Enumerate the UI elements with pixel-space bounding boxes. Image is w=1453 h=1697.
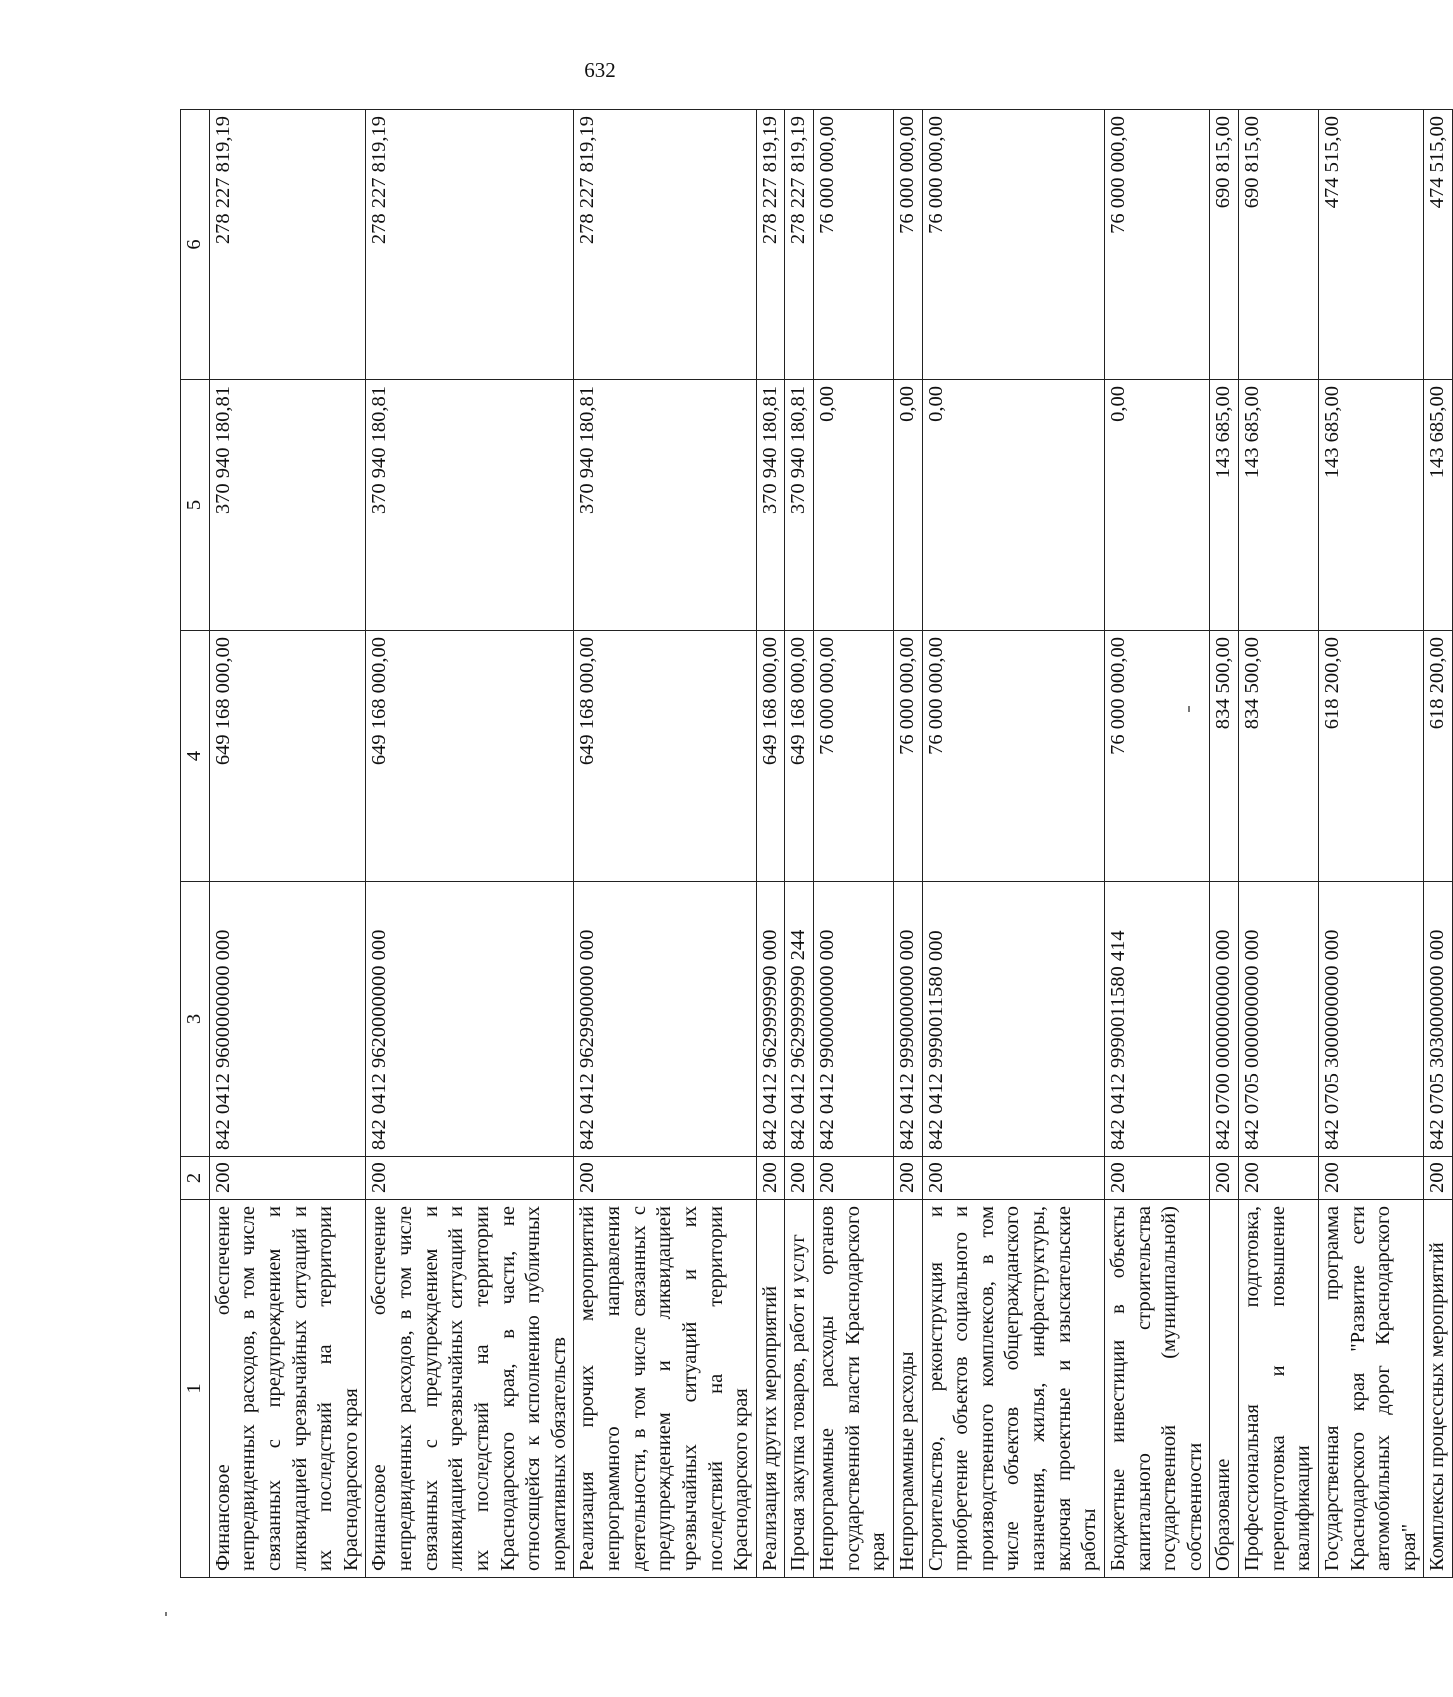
row-col5-value: 143 685,00 [1424,380,1453,631]
row-col4-value: 649 168 000,00 [366,631,574,882]
table-row [1210,110,1239,1578]
row-code: 200 [1104,1157,1210,1200]
row-col6-value: 690 815,00 [1210,110,1239,380]
row-classification: 842 0700 0000000000 000 [1210,882,1239,1157]
row-name: Комплексы процессных мероприятий [1424,1200,1453,1578]
row-classification: 842 0412 9990000000 000 [893,882,922,1157]
row-col5-value: 143 685,00 [1239,380,1319,631]
row-code: 200 [366,1157,574,1200]
row-classification: 842 0412 9600000000 000 [209,882,366,1157]
table-row [1239,110,1319,1578]
row-col6-value: 278 227 819,19 [209,110,366,380]
row-code: 200 [1210,1157,1239,1200]
scan-speck [165,1612,167,1616]
table-row [922,110,1104,1578]
row-classification: 842 0412 9990011580 000 [922,882,1104,1157]
row-col6-value: 278 227 819,19 [785,110,814,380]
row-col6-value: 76 000 000,00 [922,110,1104,380]
table-row [785,110,814,1578]
header-col-2: 2 [181,1157,210,1200]
row-col6-value: 278 227 819,19 [756,110,785,380]
row-name: Государственная программа Краснодарского края "Развитие сети автомобильных дорог Краснодарского края" [1318,1200,1424,1578]
table-row [366,110,574,1578]
header-col-6: 6 [181,110,210,380]
row-col5-value: 0,00 [1104,380,1210,631]
row-name: Прочая закупка товаров, работ и услуг [785,1200,814,1578]
row-col5-value: 370 940 180,81 [366,380,574,631]
row-col5-value: 370 940 180,81 [785,380,814,631]
row-classification: 842 0412 9900000000 000 [814,882,894,1157]
row-col5-value: 370 940 180,81 [574,380,756,631]
table-row [756,110,785,1578]
row-col6-value: 76 000 000,00 [1104,110,1210,380]
row-col4-value: 649 168 000,00 [209,631,366,882]
row-classification: 842 0705 0000000000 000 [1239,882,1319,1157]
page-number: 632 [584,58,616,82]
row-code: 200 [1239,1157,1319,1200]
scan-speck [1188,706,1190,712]
row-col6-value: 278 227 819,19 [574,110,756,380]
row-code: 200 [1424,1157,1453,1200]
row-code: 200 [1318,1157,1424,1200]
table-row [893,110,922,1578]
row-name: Образование [1210,1200,1239,1578]
row-name: Реализация других мероприятий [756,1200,785,1578]
row-col6-value: 76 000 000,00 [893,110,922,380]
rotated-table-container [180,110,1449,1578]
row-classification: 842 0412 9990011580 414 [1104,882,1210,1157]
row-classification: 842 0705 3000000000 000 [1318,882,1424,1157]
header-col-4: 4 [181,631,210,882]
row-col5-value: 370 940 180,81 [209,380,366,631]
row-code: 200 [756,1157,785,1200]
row-col6-value: 474 515,00 [1318,110,1424,380]
row-name: Финансовое обеспечение непредвиденных расходов, в том числе связанных с предупреждением и ликвидацией чрезвычайных ситуаций и их последствий на территории Краснодарского края, в части, не относящейся к исполнению публичных нормативных обязательств [366,1200,574,1578]
row-name: Непрограммные расходы органов государственной власти Краснодарского края [814,1200,894,1578]
budget-table [180,109,1453,1578]
row-name: Реализация прочих мероприятий непрограммного направления деятельности, в том числе связанных с предупреждением и ликвидацией чрезвычайных ситуаций и их последствий на территории Краснодарского края [574,1200,756,1578]
row-code: 200 [209,1157,366,1200]
row-col6-value: 278 227 819,19 [366,110,574,380]
row-col5-value: 0,00 [814,380,894,631]
row-col4-value: 76 000 000,00 [922,631,1104,882]
row-name: Финансовое обеспечение непредвиденных расходов, в том числе связанных с предупреждением и ликвидацией чрезвычайных ситуаций и их последствий на территории Краснодарского края [209,1200,366,1578]
row-classification: 842 0705 3030000000 000 [1424,882,1453,1157]
row-col5-value: 143 685,00 [1318,380,1424,631]
row-col5-value: 370 940 180,81 [756,380,785,631]
row-col4-value: 649 168 000,00 [785,631,814,882]
table-row [574,110,756,1578]
header-col-5: 5 [181,380,210,631]
row-name: Непрограммные расходы [893,1200,922,1578]
row-code: 200 [814,1157,894,1200]
table-row [1424,110,1453,1578]
row-code: 200 [893,1157,922,1200]
row-col4-value: 649 168 000,00 [756,631,785,882]
table-row [209,110,366,1578]
row-col4-value: 76 000 000,00 [1104,631,1210,882]
row-col6-value: 690 815,00 [1239,110,1319,380]
row-classification: 842 0412 9629999990 244 [785,882,814,1157]
header-row [181,110,210,1578]
row-code: 200 [785,1157,814,1200]
row-col4-value: 76 000 000,00 [814,631,894,882]
row-code: 200 [574,1157,756,1200]
row-classification: 842 0412 9620000000 000 [366,882,574,1157]
header-col-3: 3 [181,882,210,1157]
row-classification: 842 0412 9629999990 000 [756,882,785,1157]
row-col4-value: 834 500,00 [1239,631,1319,882]
row-col4-value: 834 500,00 [1210,631,1239,882]
row-col4-value: 618 200,00 [1318,631,1424,882]
row-name: Бюджетные инвестиции в объекты капитального строительства государственной (муниципальной) собственности [1104,1200,1210,1578]
row-col6-value: 76 000 000,00 [814,110,894,380]
row-col4-value: 618 200,00 [1424,631,1453,882]
row-col6-value: 474 515,00 [1424,110,1453,380]
row-classification: 842 0412 9629900000 000 [574,882,756,1157]
table-row [814,110,894,1578]
row-col4-value: 649 168 000,00 [574,631,756,882]
row-name: Строительство, реконструкция и приобретение объектов социального и производственного комплексов, в том числе объектов общегражданского назначения, жилья, инфраструктуры, включая проектные и изыскательские работы [922,1200,1104,1578]
table-row [1104,110,1210,1578]
row-col5-value: 0,00 [893,380,922,631]
row-code: 200 [922,1157,1104,1200]
row-name: Профессиональная подготовка, переподготовка и повышение квалификации [1239,1200,1319,1578]
row-col4-value: 76 000 000,00 [893,631,922,882]
header-col-1: 1 [181,1200,210,1578]
table-row [1318,110,1424,1578]
row-col5-value: 0,00 [922,380,1104,631]
row-col5-value: 143 685,00 [1210,380,1239,631]
